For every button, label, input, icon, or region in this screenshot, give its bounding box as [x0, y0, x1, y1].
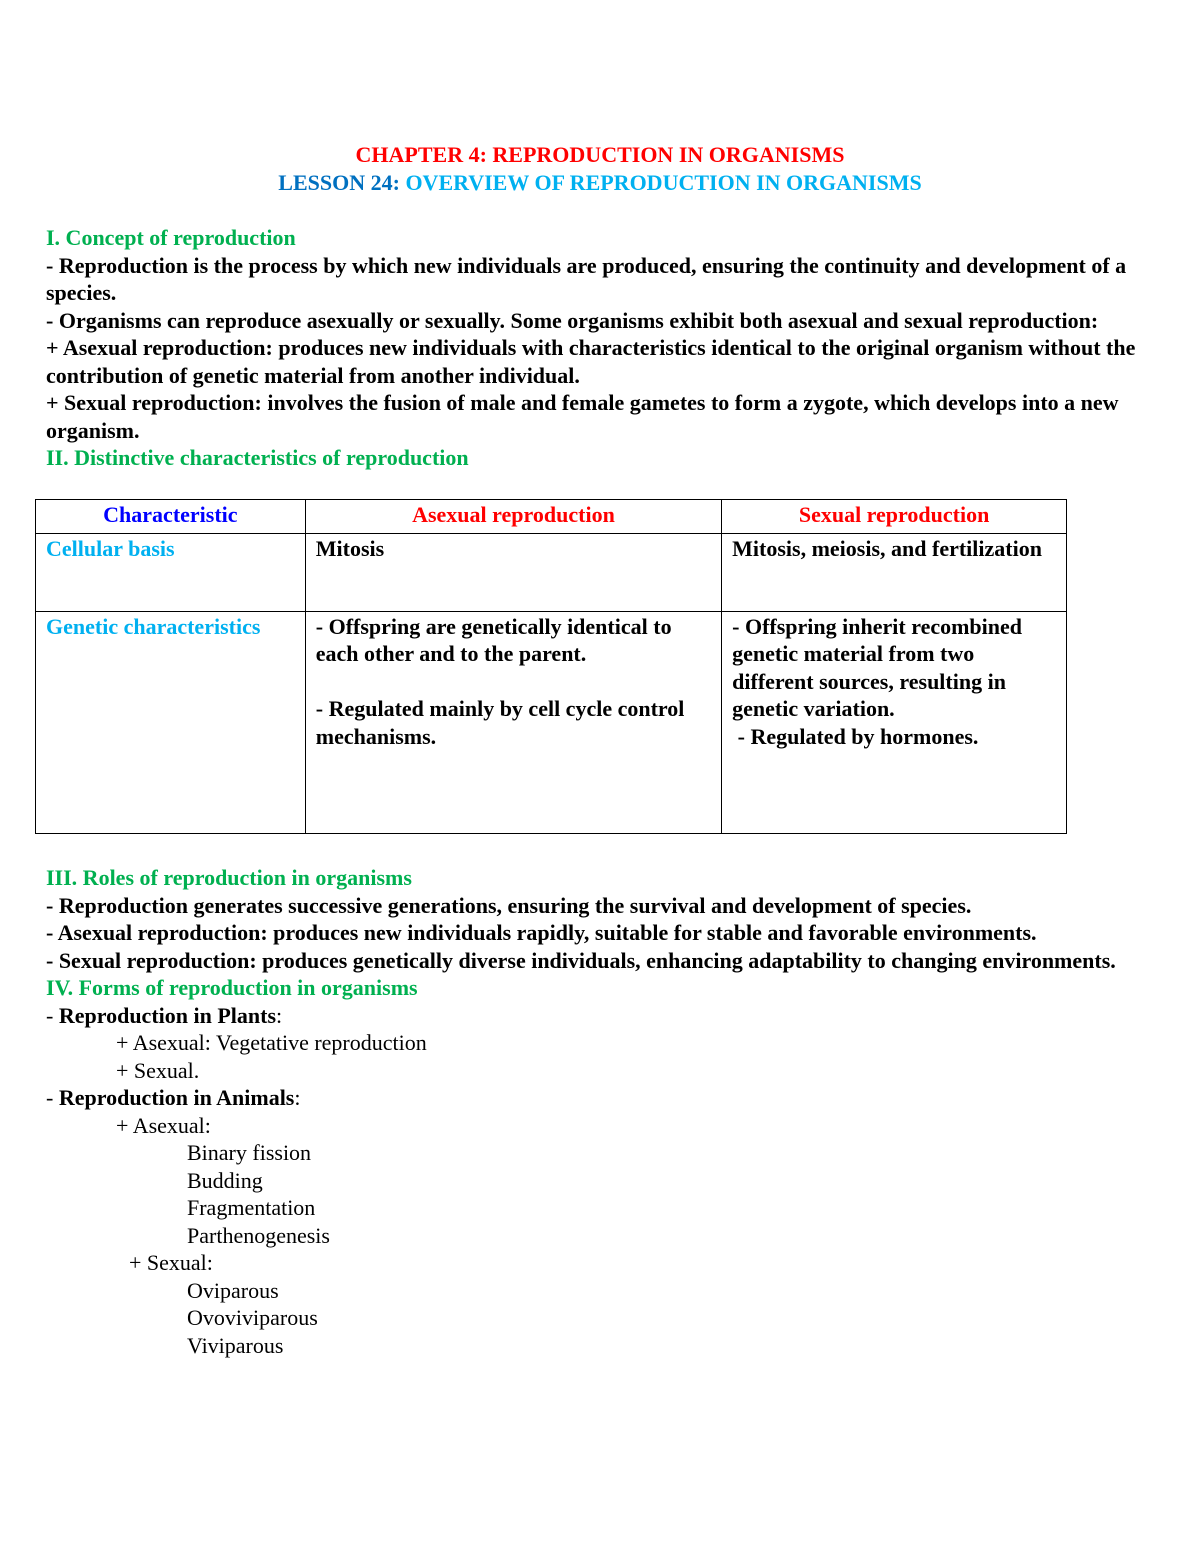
paragraph-line: + Sexual reproduction: involves the fusion of male and female gametes to form a zygote, which develops into a new organism.	[46, 390, 1119, 443]
plants-sexual: + Sexual.	[116, 1057, 200, 1083]
cell-sexual-cellular: Mitosis, meiosis, and fertilization	[722, 533, 1067, 611]
paragraph-line: - Reproduction generates successive generations, ensuring the survival and development of species.	[46, 892, 972, 918]
plants-line	[46, 1002, 1136, 1030]
table-row	[36, 611, 1067, 833]
lesson-text: OVERVIEW OF REPRODUCTION IN ORGANISMS	[405, 170, 922, 195]
paragraph-line: - Asexual reproduction: produces new individuals rapidly, suitable for stable and favorable environments.	[46, 920, 1037, 945]
dash: -	[46, 1002, 59, 1028]
section-2-heading: II. Distinctive characteristics of reproduction	[46, 445, 469, 470]
lesson-title	[0, 169, 1200, 197]
list-item: Binary fission	[187, 1140, 312, 1165]
row-label-cellular-basis: Cellular basis	[36, 533, 306, 611]
section-4-heading: IV. Forms of reproduction in organisms	[46, 975, 418, 1000]
colon: :	[294, 1085, 301, 1110]
lesson-label: LESSON 24:	[278, 170, 400, 195]
animals-line	[46, 1084, 1136, 1112]
cell-text: - Regulated mainly by cell cycle control mechanisms.	[315, 696, 685, 749]
characteristics-table	[35, 499, 1067, 834]
cell-sexual-genetic	[722, 611, 1067, 833]
animals-label: Reproduction in Animals	[58, 1085, 295, 1110]
list-item: Fragmentation	[187, 1195, 316, 1220]
cell-text: - Offspring inherit recombined genetic material from two different sources, resulting in genetic variation.	[732, 613, 1023, 721]
header-sexual: Sexual reproduction	[722, 500, 1067, 534]
table-header-row	[36, 500, 1067, 534]
paragraph-line: + Asexual reproduction: produces new individuals with characteristics identical to the original organism without the contribution of genetic material from another individual.	[46, 335, 1136, 388]
animals-sexual-label: + Sexual:	[129, 1250, 213, 1275]
list-item: Oviparous	[187, 1277, 279, 1303]
list-item: Viviparous	[187, 1332, 284, 1358]
dash: -	[46, 1085, 59, 1110]
cell-asexual-genetic	[305, 611, 721, 833]
animals-asexual-label: + Asexual:	[116, 1112, 211, 1138]
header-asexual: Asexual reproduction	[305, 500, 721, 534]
section-1	[46, 224, 1136, 472]
chapter-title: CHAPTER 4: REPRODUCTION IN ORGANISMS	[355, 142, 845, 167]
paragraph-line: - Organisms can reproduce asexually or sexually. Some organisms exhibit both asexual and sexual reproduction:	[46, 307, 1099, 333]
section-1-heading: I. Concept of reproduction	[46, 225, 296, 250]
header-characteristic: Characteristic	[36, 500, 306, 534]
title-block	[0, 141, 1200, 197]
plants-label: Reproduction in Plants	[58, 1002, 277, 1028]
list-item: Budding	[187, 1167, 263, 1193]
list-item: Ovoviviparous	[187, 1305, 318, 1330]
colon: :	[276, 1002, 283, 1028]
section-3	[46, 864, 1136, 1359]
table-row	[36, 533, 1067, 611]
list-item: Parthenogenesis	[187, 1222, 330, 1248]
paragraph-line: - Reproduction is the process by which new individuals are produced, ensuring the continuity and development of a species.	[46, 252, 1127, 305]
section-3-heading: III. Roles of reproduction in organisms	[46, 865, 412, 890]
cell-text: - Regulated by hormones.	[732, 723, 979, 749]
cell-asexual-cellular: Mitosis	[305, 533, 721, 611]
row-label-genetic: Genetic characteristics	[36, 611, 306, 833]
cell-text: - Offspring are genetically identical to each other and to the parent.	[315, 613, 672, 666]
plants-asexual: + Asexual: Vegetative reproduction	[116, 1030, 427, 1055]
paragraph-line: - Sexual reproduction: produces genetically diverse individuals, enhancing adaptability to changing environments.	[46, 947, 1116, 973]
